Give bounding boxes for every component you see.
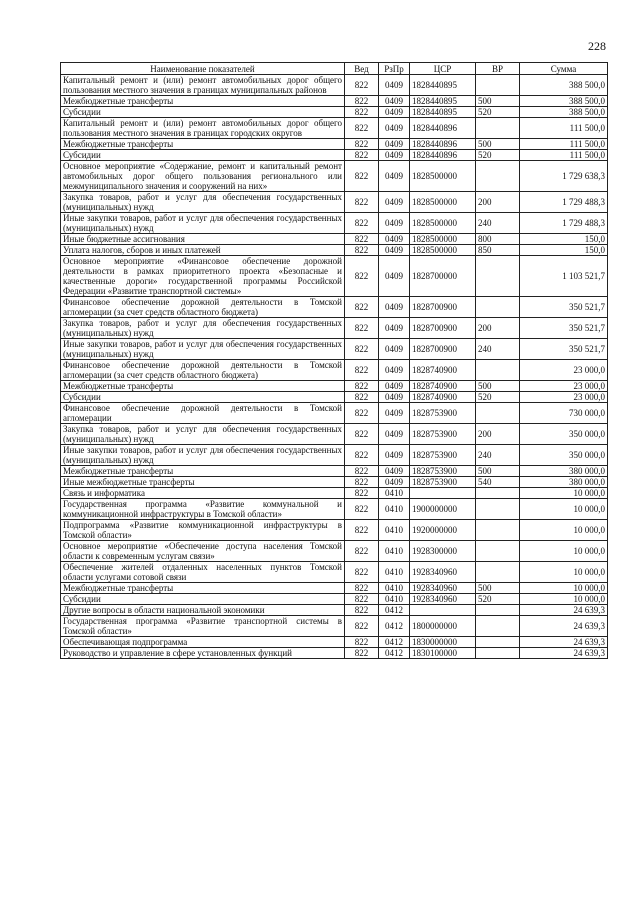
row-name: Уплата налогов, сборов и иных платежей: [61, 245, 345, 256]
row-csr: 1928300000: [410, 541, 476, 562]
row-sum: 388 500,0: [520, 96, 608, 107]
row-sum: 388 500,0: [520, 75, 608, 96]
row-ved: 822: [345, 339, 379, 360]
row-ved: 822: [345, 583, 379, 594]
row-ved: 822: [345, 234, 379, 245]
row-csr: 1828440895: [410, 107, 476, 118]
table-row: [61, 605, 608, 616]
row-name: Иные межбюджетные трансферты: [61, 477, 345, 488]
row-rzpr: 0412: [379, 605, 410, 616]
row-ved: 822: [345, 477, 379, 488]
row-name: Субсидии: [61, 392, 345, 403]
row-ved: 822: [345, 616, 379, 637]
row-name: Субсидии: [61, 594, 345, 605]
row-rzpr: 0412: [379, 637, 410, 648]
table-row: [61, 392, 608, 403]
table-row: [61, 234, 608, 245]
row-csr: 1828440896: [410, 150, 476, 161]
row-ved: 822: [345, 213, 379, 234]
row-ved: 822: [345, 605, 379, 616]
row-rzpr: 0410: [379, 488, 410, 499]
row-name: Обеспечивающая подпрограмма: [61, 637, 345, 648]
row-csr: 1828500000: [410, 234, 476, 245]
header-sum: Сумма: [520, 63, 608, 75]
row-csr: 1828700900: [410, 318, 476, 339]
row-ved: 822: [345, 256, 379, 297]
row-sum: 730 000,0: [520, 403, 608, 424]
row-rzpr: 0410: [379, 594, 410, 605]
row-vr: [476, 616, 520, 637]
row-csr: 1828440895: [410, 75, 476, 96]
row-csr: 1828500000: [410, 213, 476, 234]
row-name: Основное мероприятие «Содержание, ремонт и капитальный ремонт автомобильных дорог общего пользования регионального или межмуниципального значения и сооружений на них»: [61, 161, 345, 192]
row-csr: 1828440896: [410, 139, 476, 150]
row-sum: 380 000,0: [520, 466, 608, 477]
row-ved: 822: [345, 318, 379, 339]
row-csr: 1828500000: [410, 192, 476, 213]
row-sum: 24 639,3: [520, 616, 608, 637]
row-vr: [476, 75, 520, 96]
row-ved: 822: [345, 392, 379, 403]
row-rzpr: 0409: [379, 381, 410, 392]
row-ved: 822: [345, 96, 379, 107]
row-name: Межбюджетные трансферты: [61, 96, 345, 107]
row-rzpr: 0409: [379, 403, 410, 424]
row-sum: 10 000,0: [520, 562, 608, 583]
table-row: [61, 96, 608, 107]
row-sum: 1 729 638,3: [520, 161, 608, 192]
row-vr: 540: [476, 477, 520, 488]
row-ved: 822: [345, 424, 379, 445]
row-name: Закупка товаров, работ и услуг для обеспечения государственных (муниципальных) нужд: [61, 192, 345, 213]
row-csr: 1828440896: [410, 118, 476, 139]
row-vr: 520: [476, 392, 520, 403]
row-ved: 822: [345, 107, 379, 118]
table-row: [61, 256, 608, 297]
row-vr: 520: [476, 594, 520, 605]
row-rzpr: 0409: [379, 477, 410, 488]
row-csr: 1928340960: [410, 562, 476, 583]
table-row: [61, 213, 608, 234]
row-csr: 1828500000: [410, 161, 476, 192]
row-ved: 822: [345, 562, 379, 583]
row-vr: 200: [476, 318, 520, 339]
row-csr: 1830000000: [410, 637, 476, 648]
row-vr: 240: [476, 339, 520, 360]
table-row: [61, 594, 608, 605]
row-vr: [476, 256, 520, 297]
row-ved: 822: [345, 466, 379, 477]
row-vr: 500: [476, 96, 520, 107]
table-row: [61, 637, 608, 648]
row-name: Закупка товаров, работ и услуг для обеспечения государственных (муниципальных) нужд: [61, 318, 345, 339]
row-ved: 822: [345, 445, 379, 466]
row-vr: [476, 648, 520, 659]
table-row: [61, 161, 608, 192]
row-csr: [410, 605, 476, 616]
row-vr: 240: [476, 213, 520, 234]
row-csr: 1920000000: [410, 520, 476, 541]
row-csr: 1828753900: [410, 424, 476, 445]
row-sum: 23 000,0: [520, 381, 608, 392]
row-rzpr: 0409: [379, 192, 410, 213]
header-csr: ЦСР: [410, 63, 476, 75]
row-vr: [476, 499, 520, 520]
row-sum: 380 000,0: [520, 477, 608, 488]
row-name: Основное мероприятие «Финансовое обеспечение дорожной деятельности в рамках приоритетного проекта «Безопасные и качественные дороги» государственной программы Российской Федерации «Развитие транспортной системы»: [61, 256, 345, 297]
row-ved: 822: [345, 381, 379, 392]
row-name: Подпрограмма «Развитие коммуникационной инфраструктуры в Томской области»: [61, 520, 345, 541]
row-ved: 822: [345, 139, 379, 150]
row-name: Межбюджетные трансферты: [61, 139, 345, 150]
table-row: [61, 403, 608, 424]
row-rzpr: 0410: [379, 520, 410, 541]
row-sum: 350 000,0: [520, 445, 608, 466]
row-sum: 24 639,3: [520, 648, 608, 659]
row-sum: 150,0: [520, 234, 608, 245]
row-vr: 520: [476, 107, 520, 118]
row-rzpr: 0409: [379, 161, 410, 192]
row-sum: 1 103 521,7: [520, 256, 608, 297]
row-rzpr: 0409: [379, 139, 410, 150]
row-vr: 520: [476, 150, 520, 161]
row-sum: 111 500,0: [520, 118, 608, 139]
row-rzpr: 0409: [379, 96, 410, 107]
row-csr: 1928340960: [410, 594, 476, 605]
row-rzpr: 0409: [379, 118, 410, 139]
row-ved: 822: [345, 297, 379, 318]
row-vr: 200: [476, 192, 520, 213]
table-row: [61, 339, 608, 360]
row-rzpr: 0410: [379, 583, 410, 594]
row-name: Основное мероприятие «Обеспечение доступа населения Томской области к современным услугам связи»: [61, 541, 345, 562]
row-vr: [476, 161, 520, 192]
row-name: Государственная программа «Развитие коммунальной и коммуникационной инфраструктуры в Томской области»: [61, 499, 345, 520]
row-vr: [476, 360, 520, 381]
row-name: Закупка товаров, работ и услуг для обеспечения государственных (муниципальных) нужд: [61, 424, 345, 445]
row-rzpr: 0410: [379, 562, 410, 583]
row-rzpr: 0409: [379, 256, 410, 297]
table-row: [61, 541, 608, 562]
row-name: Руководство и управление в сфере установленных функций: [61, 648, 345, 659]
row-sum: 10 000,0: [520, 594, 608, 605]
row-rzpr: 0409: [379, 392, 410, 403]
row-rzpr: 0410: [379, 499, 410, 520]
row-csr: 1828753900: [410, 445, 476, 466]
row-vr: [476, 562, 520, 583]
row-ved: 822: [345, 118, 379, 139]
row-csr: 1800000000: [410, 616, 476, 637]
row-name: Финансовое обеспечение дорожной деятельности в Томской агломерации: [61, 403, 345, 424]
row-sum: 111 500,0: [520, 150, 608, 161]
row-rzpr: 0409: [379, 150, 410, 161]
row-name: Иные закупки товаров, работ и услуг для обеспечения государственных (муниципальных) нужд: [61, 445, 345, 466]
row-vr: [476, 403, 520, 424]
row-sum: 10 000,0: [520, 520, 608, 541]
row-sum: 1 729 488,3: [520, 213, 608, 234]
row-name: Иные закупки товаров, работ и услуг для обеспечения государственных (муниципальных) нужд: [61, 213, 345, 234]
row-name: Государственная программа «Развитие транспортной системы в Томской области»: [61, 616, 345, 637]
table-row: [61, 75, 608, 96]
row-name: Капитальный ремонт и (или) ремонт автомобильных дорог общего пользования местного значения в границах городских округов: [61, 118, 345, 139]
row-csr: 1928340960: [410, 583, 476, 594]
row-rzpr: 0409: [379, 234, 410, 245]
row-name: Связь и информатика: [61, 488, 345, 499]
table-row: [61, 562, 608, 583]
row-sum: 10 000,0: [520, 541, 608, 562]
row-rzpr: 0410: [379, 541, 410, 562]
table-row: [61, 583, 608, 594]
row-csr: 1828740900: [410, 392, 476, 403]
row-rzpr: 0409: [379, 445, 410, 466]
row-rzpr: 0409: [379, 424, 410, 445]
row-csr: 1828740900: [410, 360, 476, 381]
row-sum: 388 500,0: [520, 107, 608, 118]
row-rzpr: 0409: [379, 213, 410, 234]
row-csr: 1830100000: [410, 648, 476, 659]
row-rzpr: 0412: [379, 616, 410, 637]
row-name: Финансовое обеспечение дорожной деятельности в Томской агломерации (за счет средств областного бюджета): [61, 297, 345, 318]
table-body: [61, 75, 608, 659]
row-ved: 822: [345, 594, 379, 605]
table-row: [61, 616, 608, 637]
row-ved: 822: [345, 499, 379, 520]
row-csr: 1828753900: [410, 466, 476, 477]
row-rzpr: 0409: [379, 318, 410, 339]
row-name: Межбюджетные трансферты: [61, 466, 345, 477]
row-vr: [476, 520, 520, 541]
row-csr: 1900000000: [410, 499, 476, 520]
row-vr: 500: [476, 381, 520, 392]
row-name: Финансовое обеспечение дорожной деятельности в Томской агломерации (за счет средств областного бюджета): [61, 360, 345, 381]
row-vr: 500: [476, 466, 520, 477]
table-row: [61, 297, 608, 318]
table-row: [61, 648, 608, 659]
row-vr: 500: [476, 583, 520, 594]
table-row: [61, 318, 608, 339]
header-name: Наименование показателей: [61, 63, 345, 75]
row-sum: 23 000,0: [520, 360, 608, 381]
row-ved: 822: [345, 161, 379, 192]
row-rzpr: 0409: [379, 466, 410, 477]
row-ved: 822: [345, 245, 379, 256]
row-name: Другие вопросы в области национальной экономики: [61, 605, 345, 616]
row-ved: 822: [345, 360, 379, 381]
row-ved: 822: [345, 648, 379, 659]
row-sum: 10 000,0: [520, 583, 608, 594]
table-row: [61, 520, 608, 541]
row-ved: 822: [345, 488, 379, 499]
row-rzpr: 0409: [379, 360, 410, 381]
row-csr: 1828740900: [410, 381, 476, 392]
row-csr: 1828700900: [410, 297, 476, 318]
row-vr: [476, 605, 520, 616]
table-row: [61, 477, 608, 488]
row-rzpr: 0412: [379, 648, 410, 659]
header-rzpr: РзПр: [379, 63, 410, 75]
row-name: Межбюджетные трансферты: [61, 583, 345, 594]
row-rzpr: 0409: [379, 297, 410, 318]
table-row: [61, 118, 608, 139]
table-row: [61, 107, 608, 118]
row-name: Субсидии: [61, 107, 345, 118]
row-vr: 240: [476, 445, 520, 466]
row-rzpr: 0409: [379, 339, 410, 360]
row-vr: [476, 488, 520, 499]
row-ved: 822: [345, 541, 379, 562]
row-rzpr: 0409: [379, 75, 410, 96]
row-vr: 800: [476, 234, 520, 245]
row-vr: 500: [476, 139, 520, 150]
row-csr: 1828753900: [410, 403, 476, 424]
table-row: [61, 150, 608, 161]
row-name: Межбюджетные трансферты: [61, 381, 345, 392]
table-row: [61, 466, 608, 477]
table-row: [61, 488, 608, 499]
table-row: [61, 381, 608, 392]
page-number: 228: [588, 39, 606, 53]
row-sum: 1 729 488,3: [520, 192, 608, 213]
row-sum: 24 639,3: [520, 637, 608, 648]
row-sum: 350 521,7: [520, 339, 608, 360]
table-row: [61, 499, 608, 520]
row-ved: 822: [345, 637, 379, 648]
row-ved: 822: [345, 520, 379, 541]
row-vr: [476, 637, 520, 648]
table-row: [61, 424, 608, 445]
row-sum: 10 000,0: [520, 499, 608, 520]
row-sum: 10 000,0: [520, 488, 608, 499]
row-ved: 822: [345, 403, 379, 424]
table-header-row: [61, 63, 608, 75]
row-csr: [410, 488, 476, 499]
row-name: Капитальный ремонт и (или) ремонт автомобильных дорог общего пользования местного значения в границах муниципальных районов: [61, 75, 345, 96]
row-vr: [476, 297, 520, 318]
row-sum: 111 500,0: [520, 139, 608, 150]
header-vr: ВР: [476, 63, 520, 75]
table-row: [61, 245, 608, 256]
header-ved: Вед: [345, 63, 379, 75]
row-rzpr: 0409: [379, 107, 410, 118]
row-csr: 1828440895: [410, 96, 476, 107]
row-csr: 1828753900: [410, 477, 476, 488]
table-row: [61, 445, 608, 466]
row-sum: 350 000,0: [520, 424, 608, 445]
row-rzpr: 0409: [379, 245, 410, 256]
row-vr: 850: [476, 245, 520, 256]
row-name: Обеспечение жителей отдаленных населенных пунктов Томской области услугами сотовой связи: [61, 562, 345, 583]
row-ved: 822: [345, 150, 379, 161]
row-csr: 1828500000: [410, 245, 476, 256]
row-sum: 150,0: [520, 245, 608, 256]
budget-table: [60, 62, 608, 659]
row-vr: [476, 541, 520, 562]
row-name: Иные бюджетные ассигнования: [61, 234, 345, 245]
row-csr: 1828700900: [410, 339, 476, 360]
table-row: [61, 139, 608, 150]
row-sum: 350 521,7: [520, 297, 608, 318]
row-ved: 822: [345, 75, 379, 96]
row-sum: 350 521,7: [520, 318, 608, 339]
row-ved: 822: [345, 192, 379, 213]
row-sum: 23 000,0: [520, 392, 608, 403]
row-vr: [476, 118, 520, 139]
row-name: Иные закупки товаров, работ и услуг для обеспечения государственных (муниципальных) нужд: [61, 339, 345, 360]
table-row: [61, 360, 608, 381]
row-name: Субсидии: [61, 150, 345, 161]
row-vr: 200: [476, 424, 520, 445]
row-sum: 24 639,3: [520, 605, 608, 616]
table-row: [61, 192, 608, 213]
row-csr: 1828700000: [410, 256, 476, 297]
